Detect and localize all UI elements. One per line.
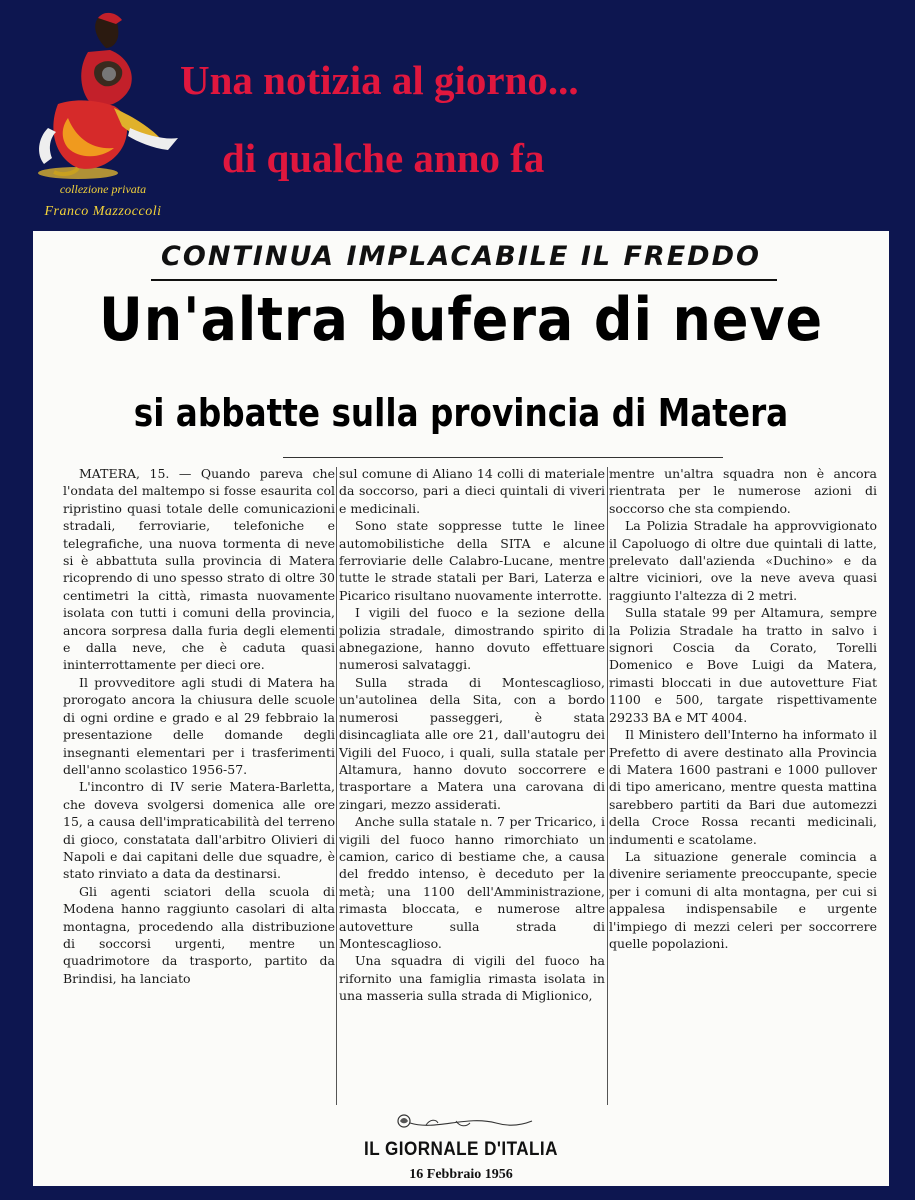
article-paragraph: MATERA, 15. — Quando pareva che l'ondata del maltempo si fosse esaurita col ripristino quasi totale delle comunicazioni stradali, ferroviarie, telefoniche e telegrafiche, una nuova tormenta di neve si è abbattuta sulla provincia di Matera ricoprendo di uno spesso strato di oltre 30 centimetri la città, rimasta nuovamente isolata con tutti i comuni della provincia, ancora sorpresa dalla furia degli elementi e dalla neve, che è caduta quasi ininterrottamente per dieci ore. xyxy=(63,466,335,673)
column-divider xyxy=(336,467,337,1105)
article-paragraph: Il provveditore agli studi di Matera ha prorogato ancora la chiusura delle scuole di ogni ordine e grado e al 29 febbraio la presentazione delle domande degli insegnanti elementari per i trasferimenti dell'anno scolastico 1956-57. xyxy=(63,674,335,777)
article-column-3 xyxy=(609,465,877,952)
article-paragraph: Anche sulla statale n. 7 per Tricarico, i vigili del fuoco hanno rimorchiato un camion, carico di bestiame che, a causa del freddo intenso, è deceduto per la metà; una 1100 dell'Amministrazione, rimasta bloccata, e numerose altre autovetture sulla strada di Montescaglioso. xyxy=(339,814,605,951)
article-paragraph: Sulla strada di Montescaglioso, un'autolinea della Sita, con a bordo numerosi passeggeri, è stata disincagliata alle ore 21, dall'autogru dei Vigili del Fuoco, i quali, sulla statale per Altamura, hanno dovuto soccorrere e trasportare a Matera una carovana di zingari, mezzo assiderati. xyxy=(339,674,605,812)
article-paragraph: L'incontro di IV serie Matera-Barletta, che doveva svolgersi domenica alle ore 15, a causa dell'impraticabilità del terreno di gioco, constatata dall'arbitro Olivieri di Napoli e dai capitani delle due squadre, è stato rinviato a data da destinarsi. xyxy=(63,779,335,882)
banner-line-1: Una notizia al giorno... xyxy=(180,57,579,103)
article-paragraph: La Polizia Stradale ha approvvigionato il Capoluogo di oltre due quintali di latte, prelevato dall'azienda «Duchino» e da altre viciniori, ove la neve aveva quasi raggiunto l'altezza di 2 metri. xyxy=(609,518,877,603)
rose-flourish-icon xyxy=(386,1111,536,1137)
kicker-underline xyxy=(151,279,777,281)
article-paragraph: Sono state soppresse tutte le linee automobilistiche della SITA e alcune ferroviarie delle Calabro-Lucane, mentre tutte le strade statali per Bari, Laterza e Picarico risultano nuovamente interrotte. xyxy=(339,518,605,603)
publication-date: 16 Febbraio 1956 xyxy=(409,1167,513,1182)
article-paragraph: Il Ministero dell'Interno ha informato il Prefetto di avere destinato alla Provincia di Matera 1600 pastrani e 1000 pullover di tipo americano, mentre questa mattina sarebbero partiti da Bari due automezzi della Croce Rossa recanti medicinali, indumenti e scatolame. xyxy=(609,727,877,847)
article-kicker: CONTINUA IMPLACABILE IL FREDDO xyxy=(161,241,761,272)
dancer-figure-icon xyxy=(18,8,188,183)
article-paragraph: Una squadra di vigili del fuoco ha rifornito una famiglia rimasta isolata in una masseria sulla strada di Miglionico, xyxy=(339,953,605,1004)
article-headline: Un'altra bufera di neve xyxy=(98,285,824,355)
article-paragraph: Gli agenti sciatori della scuola di Modena hanno raggiunto casolari di alta montagna, procedendo alla distribuzione di soccorsi urgenti, mentre un quadrimotore da trasporto, partito da Brindisi, ha lanciato xyxy=(63,883,335,986)
article-paragraph: sul comune di Aliano 14 colli di materiale da soccorso, pari a dieci quintali di viveri e medicinali. xyxy=(339,466,605,516)
article-paragraph: I vigili del fuoco e la sezione della polizia stradale, dimostrando spirito di abnegazione, hanno dovuto effettuare numerosi salvataggi. xyxy=(339,605,605,673)
logo-caption-collection: collezione privata xyxy=(59,182,147,196)
article-source xyxy=(33,1111,889,1183)
logo-caption-owner: Franco Mazzoccoli xyxy=(44,204,162,219)
article-paragraph: La situazione generale comincia a divenire seriamente preoccupante, specie per i comuni di alta montagna, per cui si appalesa indispensabile e urgente l'impiego di mezzi celeri per soccorrere quelle popolazioni. xyxy=(609,848,877,951)
article-subheadline: si abbatte sulla provincia di Matera xyxy=(133,391,789,435)
article-column-2 xyxy=(339,465,605,1005)
publication-name: IL GIORNALE D'ITALIA xyxy=(364,1139,558,1160)
collection-logo xyxy=(18,8,188,223)
banner-line-2: di qualche anno fa xyxy=(222,135,545,181)
article-column-1 xyxy=(63,465,335,987)
column-divider xyxy=(607,467,608,1105)
article-paragraph: mentre un'altra squadra non è ancora rientrata per le numerose azioni di soccorso che sta compiendo. xyxy=(609,466,877,516)
headline-divider xyxy=(283,457,723,458)
article-paragraph: Sulla statale 99 per Altamura, sempre la Polizia Stradale ha tratto in salvo i signori Coscia da Corato, Torelli Domenico e Bove Luigi da Matera, rimasti bloccati in due autovetture Fiat 1100 e 500, targate rispettivamente 29233 BA e MT 4004. xyxy=(609,605,877,725)
newspaper-clipping xyxy=(33,231,889,1186)
